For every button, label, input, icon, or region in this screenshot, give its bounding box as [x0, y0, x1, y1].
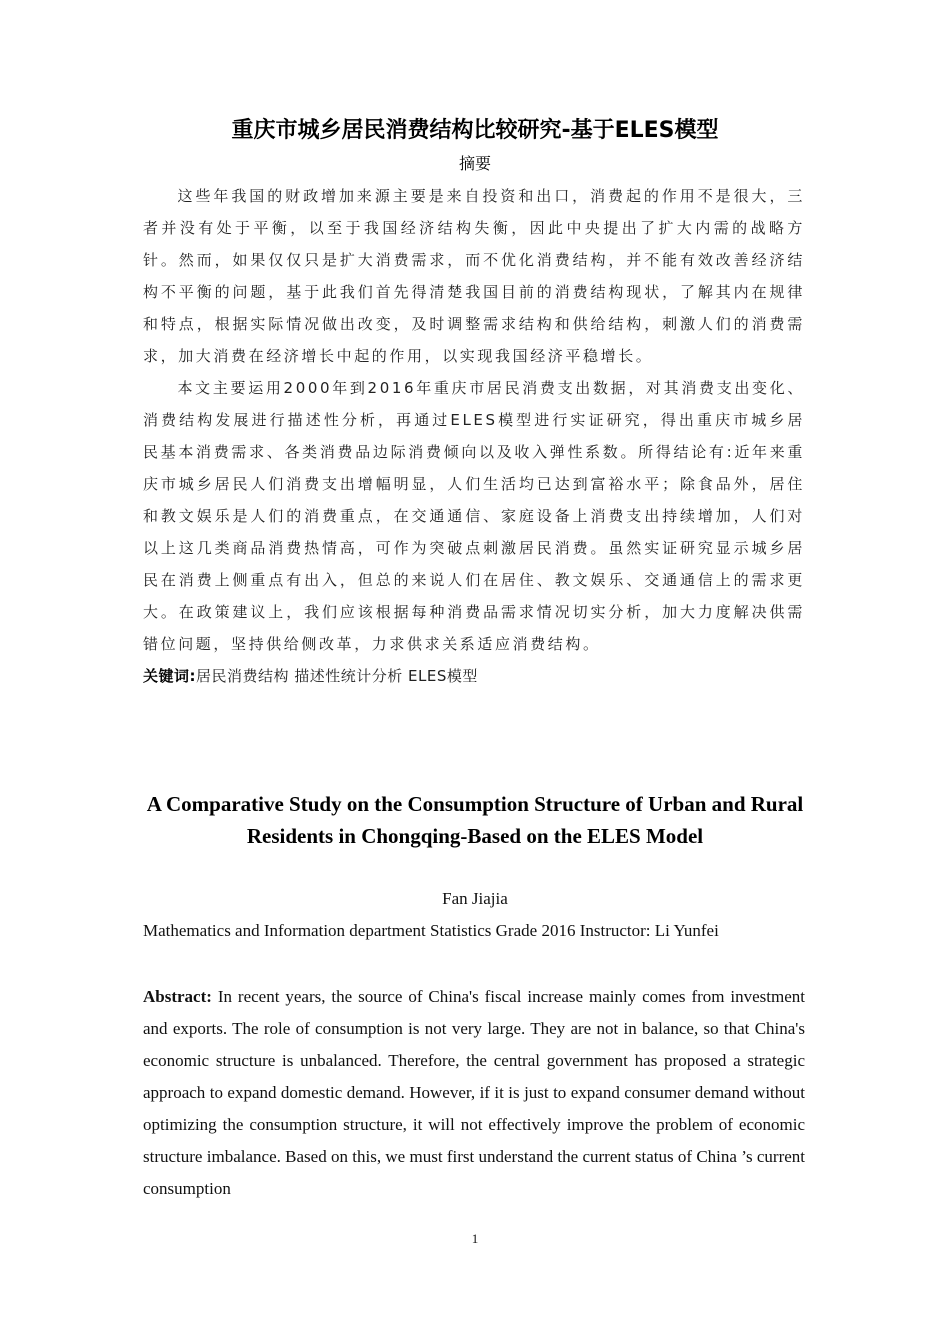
- english-title: A Comparative Study on the Consumption Structure of Urban and Rural Residents in Chongqing-Based on the ELES Model: [146, 792, 804, 848]
- chinese-abstract-paragraph-1: 这些年我国的财政增加来源主要是来自投资和出口，消费起的作用不是很大，三者并没有处于平衡，以至于我国经济结构失衡，因此中央提出了扩大内需的战略方针。然而，如果仅仅只是扩大消费需求，而不优化消费结构，并不能有效改善经济结构不平衡的问题，基于此我们首先得清楚我国目前的消费结构现状，了解其内在规律和特点，根据实际情况做出改变，及时调整需求结构和供给结构，刺激人们的消费需求，加大消费在经济增长中起的作用，以实现我国经济平稳增长。: [143, 187, 805, 365]
- english-affiliation: Mathematics and Information department Statistics Grade 2016 Instructor: Li Yunfei: [143, 921, 719, 940]
- chinese-keywords-text: 居民消费结构 描述性统计分析 ELES模型: [196, 667, 478, 685]
- chinese-title: 重庆市城乡居民消费结构比较研究-基于ELES模型: [231, 118, 719, 143]
- english-author: Fan Jiajia: [442, 889, 508, 908]
- page-number: 1: [471, 1231, 479, 1246]
- chinese-abstract-heading: 摘要: [458, 154, 491, 173]
- english-abstract-text: In recent years, the source of China's fiscal increase mainly comes from investment and exports. The role of consumption is not very large. They are not in balance, so that China's economic structure is unbalanced. Therefore, the central government has proposed a strategic approach to expand domestic demand. However, if it is just to expand consumer demand without optimizing the consumption structure, it will not effectively improve the problem of economic structure imbalance. Based on this, we must first understand the current status of China ’s current consumption: [143, 987, 806, 1198]
- chinese-abstract-paragraph-2: 本文主要运用2000年到2016年重庆市居民消费支出数据，对其消费支出变化、消费结构发展进行描述性分析，再通过ELES模型进行实证研究，得出重庆市城乡居民基本消费需求、各类消费品边际消费倾向以及收入弹性系数。所得结论有:近年来重庆市城乡居民人们消费支出增幅明显，人们生活均已达到富裕水平；除食品外，居住和教文娱乐是人们的消费重点，在交通通信、家庭设备上消费支出持续增加，人们对以上这几类商品消费热情高，可作为突破点刺激居民消费。虽然实证研究显示城乡居民在消费上侧重点有出入，但总的来说人们在居住、教文娱乐、交通通信上的需求更大。在政策建议上，我们应该根据每种消费品需求情况切实分析，加大力度解决供需错位问题，坚持供给侧改革，力求供求关系适应消费结构。: [143, 379, 805, 653]
- chinese-keywords-label: 关键词:: [143, 667, 196, 685]
- chinese-abstract-body: [143, 180, 805, 692]
- english-abstract-label: Abstract:: [143, 987, 212, 1006]
- chinese-keywords: [143, 660, 805, 692]
- english-abstract: [143, 981, 805, 1205]
